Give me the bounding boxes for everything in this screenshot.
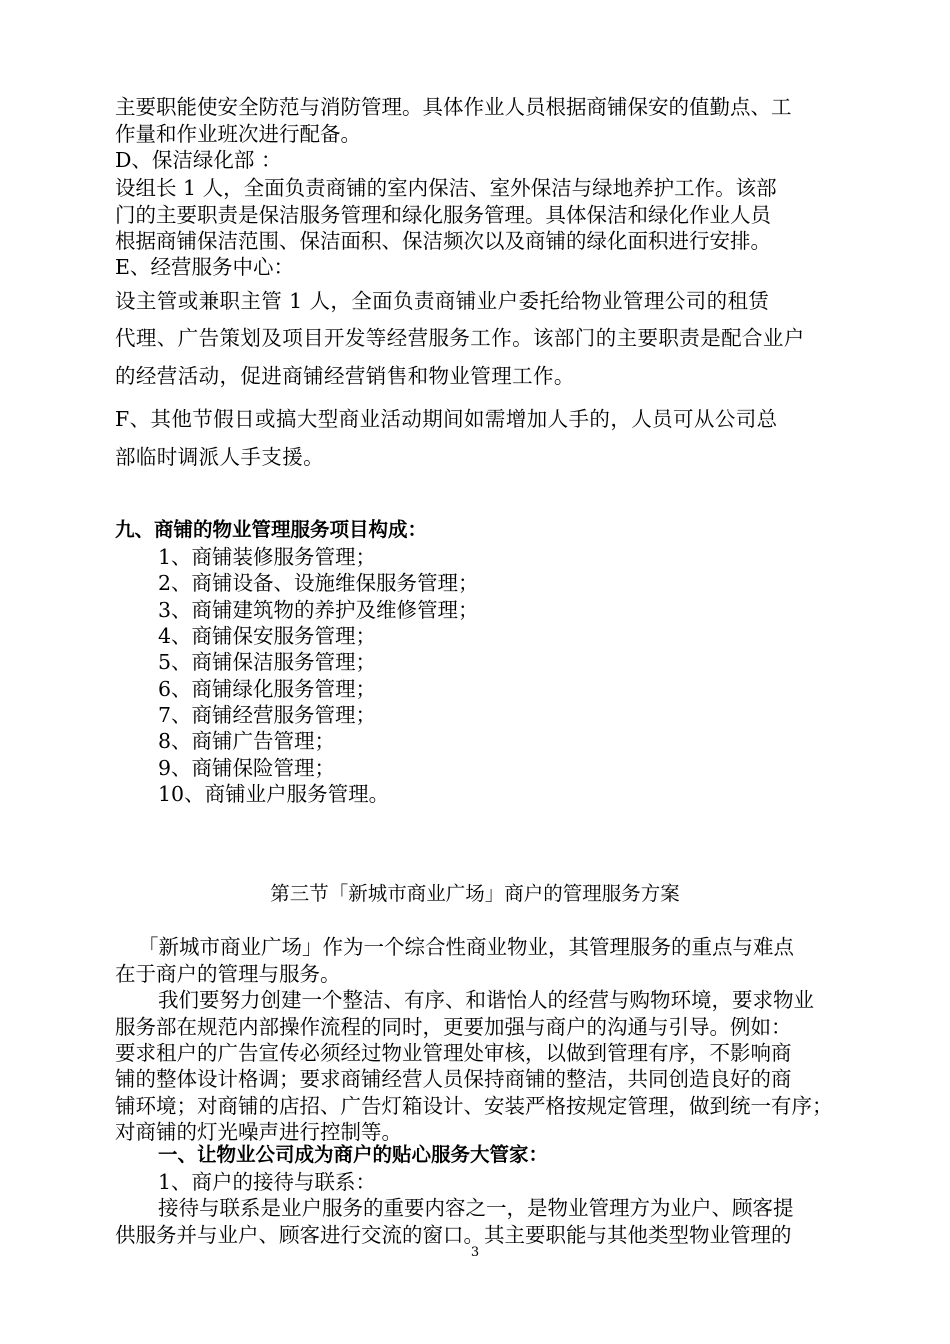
list-item: 7、商铺经营服务管理； xyxy=(158,703,377,727)
text-line: 代理、广告策划及项目开发等经营服务工作。该部门的主要职责是配合业户 xyxy=(115,326,805,350)
text-line: 根据商铺保洁范围、保洁面积、保洁频次以及商铺的绿化面积进行安排。 xyxy=(115,229,771,253)
text-line: 设组长 1 人，全面负责商铺的室内保洁、室外保洁与绿地养护工作。该部 xyxy=(115,176,777,200)
list-item: 1、商铺装修服务管理； xyxy=(158,545,377,569)
section-heading: 九、商铺的物业管理服务项目构成： xyxy=(115,518,428,541)
text-line: 服务部在规范内部操作流程的同时，更要加强与商户的沟通与引导。例如： xyxy=(115,1015,792,1039)
text-line: 部临时调派人手支援。 xyxy=(115,445,324,469)
text-line: 作量和作业班次进行配备。 xyxy=(115,122,361,146)
text-line: 「新城市商业广场」作为一个综合性商业物业，其管理服务的重点与难点 xyxy=(138,935,794,959)
text-line: 对商铺的灯光噪声进行控制等。 xyxy=(115,1120,402,1144)
list-item: 8、商铺广告管理； xyxy=(158,729,336,753)
text-line: 供服务并与业户、顾客进行交流的窗口。其主要职能与其他类型物业管理的 xyxy=(115,1223,792,1247)
text-line: 的经营活动，促进商铺经营销售和物业管理工作。 xyxy=(115,364,575,388)
page-number: 3 xyxy=(470,1245,480,1260)
list-item: 2、商铺设备、设施维保服务管理； xyxy=(158,571,479,595)
text-line: 门的主要职责是保洁服务管理和绿化服务管理。具体保洁和绿化作业人员 xyxy=(115,203,771,227)
text-line: E、经营服务中心： xyxy=(115,255,294,279)
text-line: 接待与联系是业户服务的重要内容之一，是物业管理方为业户、顾客提 xyxy=(158,1196,794,1220)
list-item: 9、商铺保险管理； xyxy=(158,756,336,780)
text-line: 我们要努力创建一个整洁、有序、和谐怡人的经营与购物环境，要求物业 xyxy=(158,988,814,1012)
text-line: 设主管或兼职主管 1 人，全面负责商铺业户委托给物业管理公司的租赁 xyxy=(115,289,770,313)
section-heading: 一、让物业公司成为商户的贴心服务大管家： xyxy=(158,1143,549,1166)
text-line: 1、商户的接待与联系： xyxy=(158,1170,377,1194)
text-line: D、保洁绿化部 ： xyxy=(115,148,282,172)
list-item: 4、商铺保安服务管理； xyxy=(158,624,377,648)
list-item: 3、商铺建筑物的养护及维修管理； xyxy=(158,598,479,622)
text-line: 在于商户的管理与服务。 xyxy=(115,962,341,986)
text-line: 要求租户的广告宣传必须经过物业管理处审核，以做到管理有序，不影响商 xyxy=(115,1041,792,1065)
list-item: 10、商铺业户服务管理。 xyxy=(158,782,390,806)
text-line: 铺的整体设计格调；要求商铺经营人员保持商铺的整洁，共同创造良好的商 xyxy=(115,1067,792,1091)
section-title: 第三节「新城市商业广场」商户的管理服务方案 xyxy=(270,882,680,905)
text-line: F、其他节假日或搞大型商业活动期间如需增加人手的，人员可从公司总 xyxy=(115,407,778,431)
list-item: 5、商铺保洁服务管理； xyxy=(158,650,377,674)
list-item: 6、商铺绿化服务管理； xyxy=(158,677,377,701)
text-line: 铺环境；对商铺的店招、广告灯箱设计、安装严格按规定管理，做到统一有序； xyxy=(115,1094,833,1118)
text-line: 主要职能使安全防范与消防管理。具体作业人员根据商铺保安的值勤点、工 xyxy=(115,95,792,119)
